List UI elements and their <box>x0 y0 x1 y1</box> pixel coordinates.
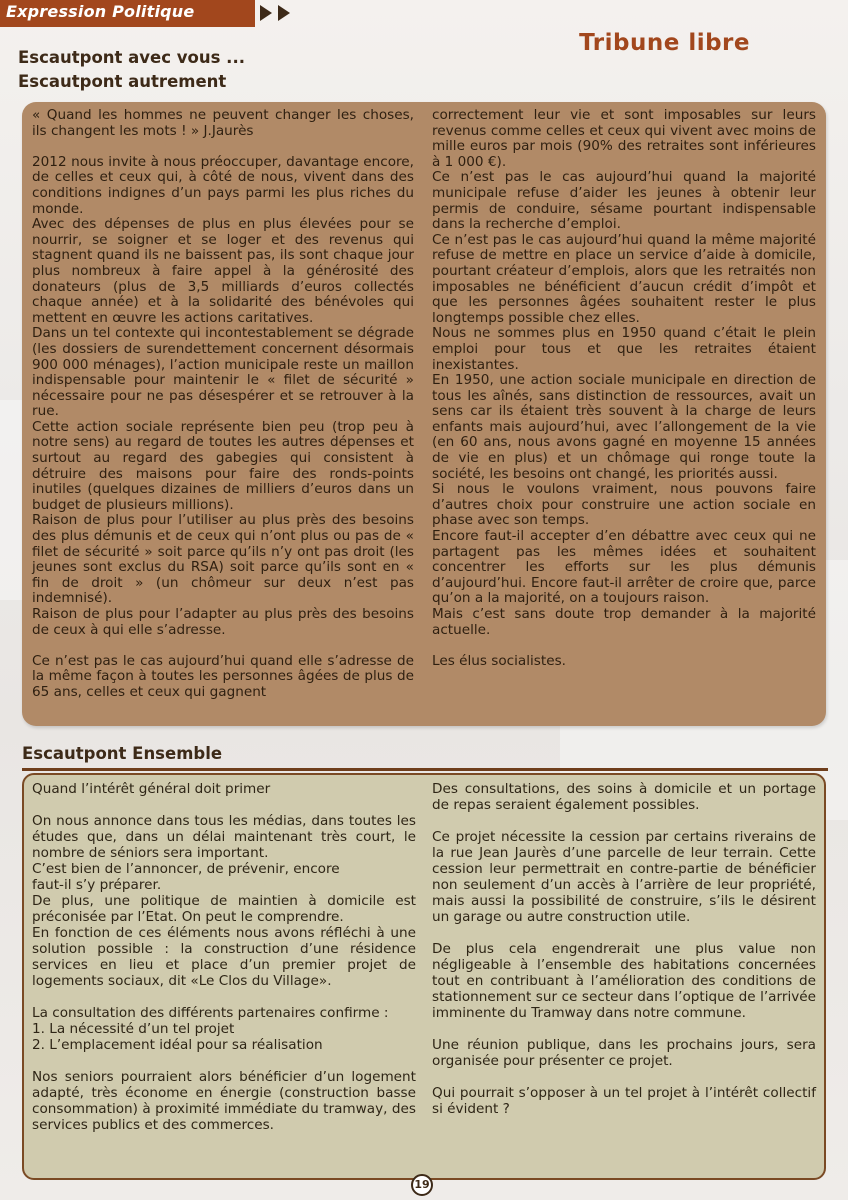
paragraph-spacer <box>432 1069 816 1085</box>
paragraph: Nous ne sommes plus en 1950 quand c’était le plein emploi pour tous et que les retraites étaient inexistantes. <box>432 325 816 373</box>
paragraph: En fonction de ces éléments nous avons réfléchi à une solution possible : la construction d’une résidence services en lieu et place d’un premier projet de logements sociaux, dit «Le Clos du Village». <box>32 925 416 989</box>
group2-title-underline <box>22 768 828 771</box>
group2-title: Escautpont Ensemble <box>22 744 223 763</box>
group2-left-column <box>32 781 416 1133</box>
paragraph: Des consultations, des soins à domicile et un portage de repas seraient également possibles. <box>432 781 816 813</box>
section-header-bar <box>0 0 255 27</box>
arrow-decoration <box>260 5 290 21</box>
paragraph: On nous annonce dans tous les médias, dans toutes les études que, dans un délai maintenant très court, le nombre de séniors sera important. <box>32 813 416 861</box>
paragraph: correctement leur vie et sont imposables sur leurs revenus comme celles et ceux qui vivent avec moins de mille euros par mois (90% des retraites sont inférieures à 1 000 €). <box>432 107 816 170</box>
paragraph-spacer <box>32 638 414 654</box>
group1-title-line1: Escautpont avec vous ... <box>18 48 245 67</box>
group1-panel <box>22 102 826 726</box>
paragraph: Raison de plus pour l’adapter au plus près des besoins de ceux à qui elle s’adresse. <box>32 606 414 638</box>
section-header-title: Expression Politique <box>6 2 195 21</box>
paragraph-spacer <box>32 1053 416 1069</box>
paragraph-spacer <box>432 638 816 654</box>
paragraph: Quand l’intérêt général doit primer <box>32 781 271 797</box>
paragraph: Dans un tel contexte qui incontestablement se dégrade (les dossiers de surendettement concernent désormais 900 000 ménages), l’action municipale reste un maillon indispensable pour maintenir le « filet de sécurité » nécessaire pour ne pas désespérer et se retrouver à la rue. <box>32 325 414 420</box>
paragraph: Avec des dépenses de plus en plus élevées pour se nourrir, se soigner et se loger et des revenus qui stagnent quand ils ne baissent pas, ils sont chaque jour plus nombreux à faire appel à la générosité des donateurs (plus de 3,5 milliards d’euros collectés chaque année) et à la solidarité des bénévoles qui mettent en œuvre les actions caritatives. <box>32 216 414 326</box>
paragraph: Raison de plus pour l’utiliser au plus près des besoins des plus démunis et de ceux qui n’ont plus ou pas de « filet de sécurité » soit parce qu’ils n’y ont pas droit (les jeunes sont exclus du RSA) soit parce qu’ils sont en « fin de droit » (un chômeur sur deux n’est pas indemnisé). <box>32 512 414 607</box>
paragraph: Si nous le voulons vraiment, nous pouvons faire d’autres choix pour construire une action sociale en phase avec son temps. <box>432 481 816 529</box>
paragraph-spacer <box>32 989 416 1005</box>
group2-panel <box>22 773 826 1180</box>
paragraph: 2012 nous invite à nous préoccuper, davantage encore, de celles et ceux qui, à côté de nous, vivent dans des conditions indignes d’un pays parmi les plus riches du monde. <box>32 153 414 217</box>
paragraph: Ce n’est pas le cas aujourd’hui quand elle s’adresse de la même façon à toutes les personnes âgées de plus de 65 ans, celles et ceux qui gagnent <box>32 652 414 700</box>
page-number: 19 <box>411 1174 433 1196</box>
paragraph: En 1950, une action sociale municipale en direction de tous les aînés, sans distinction de ressources, avait un sens car ils étaient très souvent à la charge de leurs enfants mais aujourd’hui, avec l’allongement de la vie (en 60 ans, nous avons gagné en moyenne 15 années de vie en plus) et un chômage qui ronge toute la société, les besoins ont changé, les priorités aussi. <box>432 372 816 482</box>
paragraph: « Quand les hommes ne peuvent changer les choses, ils changent les mots ! » J.Jaurès <box>32 107 414 139</box>
paragraph-spacer <box>432 925 816 941</box>
paragraph: Cette action sociale représente bien peu (trop peu à notre sens) au regard de toutes les autres dépenses et surtout au regard des gabegies qui consistent à détruire des maisons pour faire des ronds-points inutiles (quelques dizaines de milliers d’euros dans un budget de plusieurs millions). <box>32 418 414 513</box>
paragraph: C’est bien de l’annoncer, de prévenir, encore faut-il s’y préparer. <box>32 861 340 893</box>
paragraph-spacer <box>432 1021 816 1037</box>
paragraph: Ce projet nécessite la cession par certains riverains de la rue Jean Jaurès d’une parcelle de leur terrain. Cette cession leur permettrait en contre-partie de bénéficier non seulement d’un accès à l’arrière de leur propriété, mais aussi la possibilité de construire, s’ils le désirent un garage ou autre construction utile. <box>432 829 816 925</box>
paragraph: Nos seniors pourraient alors bénéficier d’un logement adapté, très économe en énergie (construction basse consommation) à proximité immédiate du tramway, des services publics et des commerces. <box>32 1069 416 1133</box>
paragraph: De plus cela engendrerait une plus value non négligeable à l’ensemble des habitations concernées tout en contribuant à l’amélioration des conditions de stationnement sur ce secteur dans l’optique de l’arrivée imminente du Tramway dans notre commune. <box>432 941 816 1021</box>
paragraph: Encore faut-il accepter d’en débattre avec ceux qui ne partagent pas les mêmes idées et souhaitent concentrer les efforts sur les plus démunis d’aujourd’hui. Encore faut-il arrêter de croire que, parce qu’on a la majorité, on a toujours raison. <box>432 528 816 607</box>
play-arrow-icon <box>278 5 290 21</box>
group1-left-column <box>32 108 414 701</box>
paragraph-spacer <box>432 813 816 829</box>
paragraph-spacer <box>32 139 414 155</box>
paragraph: Mais c’est sans doute trop demander à la majorité actuelle. <box>432 606 816 638</box>
paragraph: Qui pourrait s’opposer à un tel projet à l’intérêt collectif si évident ? <box>432 1085 816 1117</box>
paragraph: Ce n’est pas le cas aujourd’hui quand la majorité municipale refuse d’aider les jeunes à obtenir leur permis de conduire, sésame pourtant indispensable dans la recherche d’emploi. <box>432 169 816 233</box>
group1-title-line2: Escautpont autrement <box>18 72 227 91</box>
paragraph-spacer <box>32 797 416 813</box>
group1-right-column <box>432 108 816 669</box>
play-arrow-icon <box>260 5 272 21</box>
paragraph: La consultation des différents partenaires confirme : 1. La nécessité d’un tel projet 2. L’emplacement idéal pour sa réalisation <box>32 1005 389 1053</box>
page-section-title: Tribune libre <box>579 30 750 56</box>
group2-right-column <box>432 781 816 1117</box>
paragraph: Les élus socialistes. <box>432 652 566 669</box>
paragraph: Une réunion publique, dans les prochains jours, sera organisée pour présenter ce projet. <box>432 1037 816 1069</box>
paragraph: De plus, une politique de maintien à domicile est préconisée par l’Etat. On peut le comprendre. <box>32 893 416 925</box>
paragraph: Ce n’est pas le cas aujourd’hui quand la même majorité refuse de mettre en place un service d’aide à domicile, pourtant créateur d’emplois, alors que les retraités non imposables ne bénéficient d’aucun crédit d’impôt et que les personnes âgées souhaitent rester le plus longtemps possible chez elles. <box>432 231 816 326</box>
